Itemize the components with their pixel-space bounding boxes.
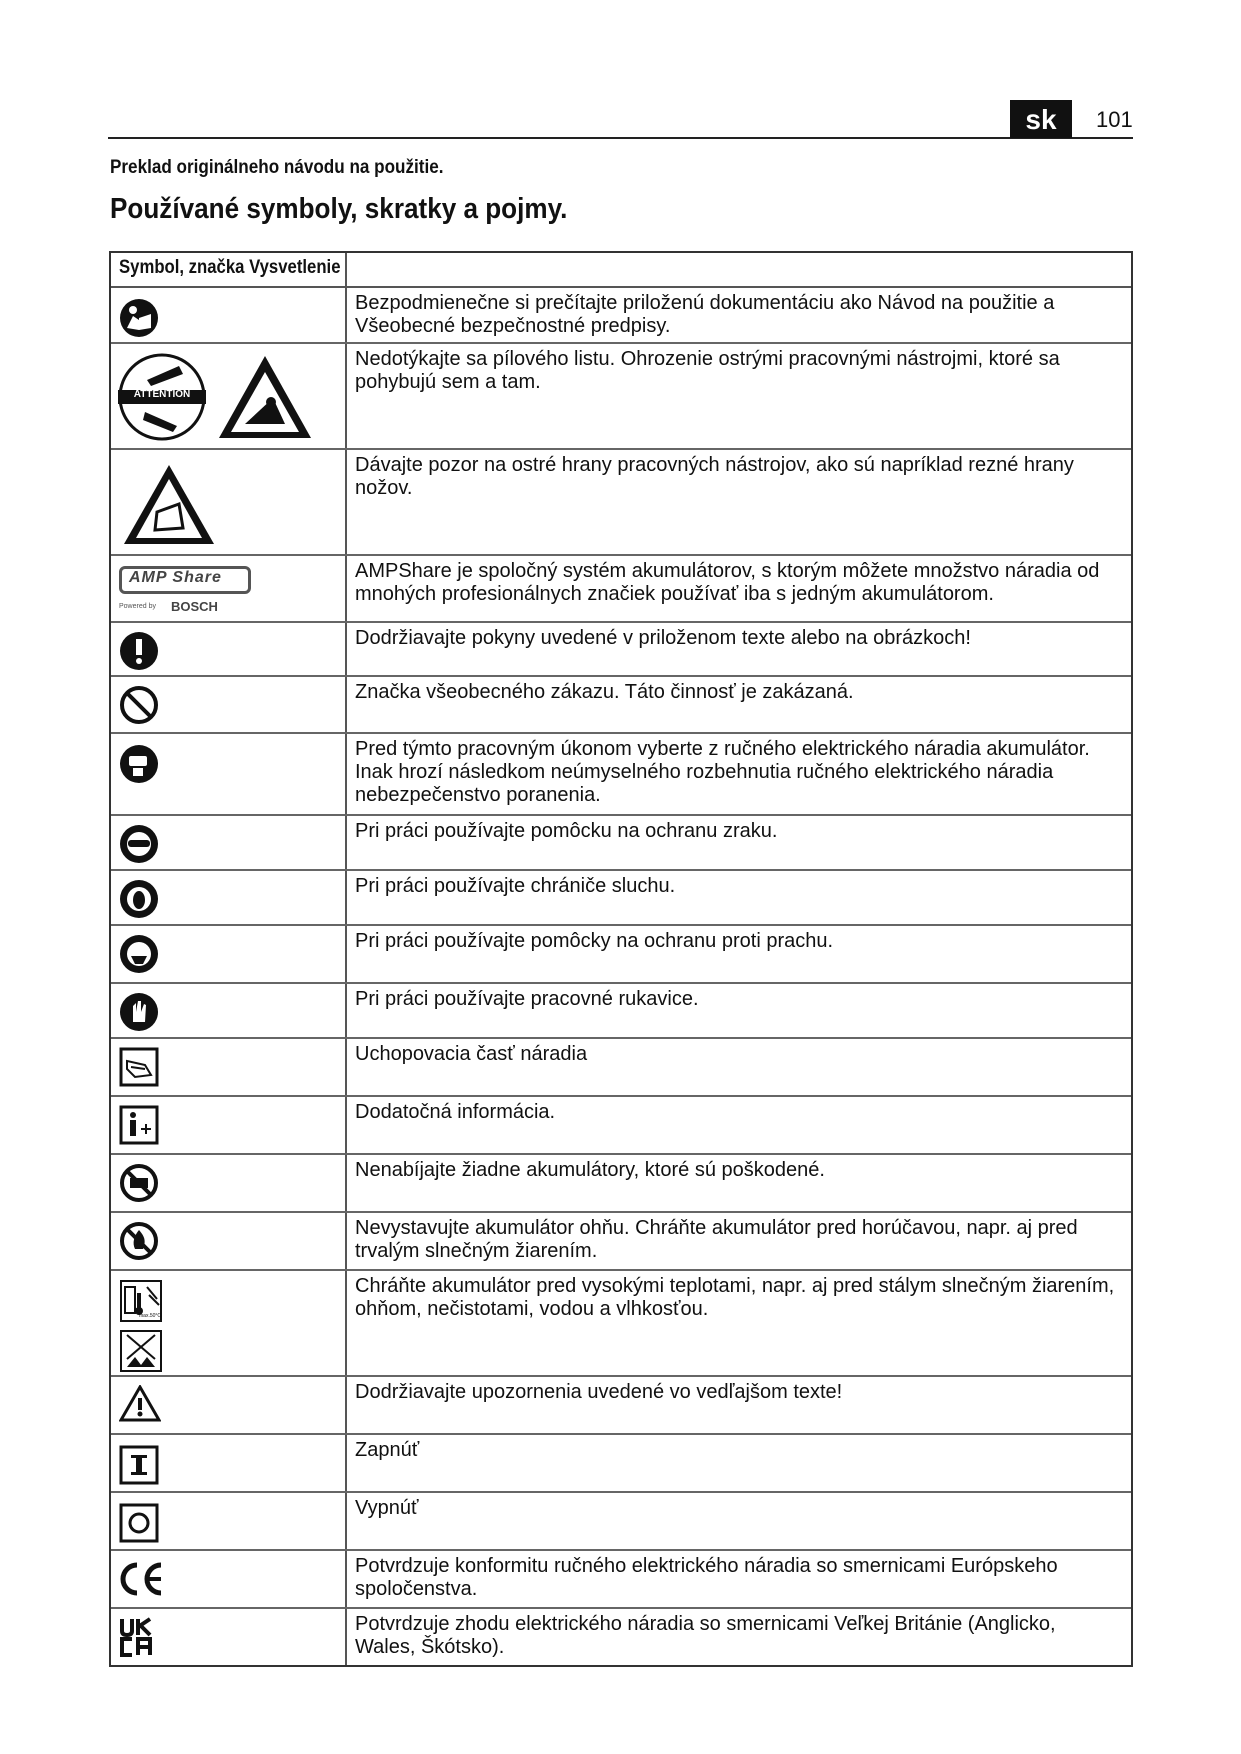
ampshare-powered-by: Powered by [119, 603, 156, 610]
language-badge: sk [1010, 100, 1072, 138]
info-icon [119, 1105, 159, 1145]
description: Nevystavujte akumulátor ohňu. Chráňte akumulátor pred horúčavou, napr. aj pred trvalým slnečným žiarením. [355, 1217, 1078, 1262]
table-row [111, 677, 1131, 734]
description: Chráňte akumulátor pred vysokými teplotami, napr. aj pred stálym slnečným žiarením, ohňom, nečistotami, vodou a vlhkosťou. [355, 1275, 1115, 1320]
page-number: 101 [1096, 107, 1133, 132]
table-row [111, 984, 1131, 1039]
bosch-logo-text: BOSCH [171, 599, 218, 614]
description: Dodržiavajte pokyny uvedené v priloženom texte alebo na obrázkoch! [355, 627, 971, 649]
description: Vypnúť [355, 1497, 419, 1519]
symbol-cell [111, 677, 345, 732]
attention-label: ATTENTION [133, 389, 191, 400]
symbol-cell [111, 926, 345, 982]
warning-triangle-icon [119, 1385, 161, 1423]
table-row [111, 1551, 1131, 1609]
table-row [111, 1493, 1131, 1551]
symbol-cell [111, 1609, 345, 1665]
table-row [111, 734, 1131, 816]
symbol-cell [111, 871, 345, 924]
symbol-cell [111, 1039, 345, 1095]
table-row [111, 926, 1131, 984]
ear-protection-icon [119, 879, 159, 919]
symbol-cell [111, 1435, 345, 1491]
symbol-cell [111, 734, 345, 814]
description: Pri práci používajte pomôcku na ochranu zraku. [355, 820, 778, 842]
description: Dávajte pozor na ostré hrany pracovných nástrojov, ako sú napríklad rezné hrany nožov. [355, 454, 1074, 499]
description: Bezpodmienečne si prečítajte priloženú dokumentáciu ako Návod na použitie a Všeobecné bezpečnostné predpisy. [355, 292, 1055, 337]
battery-environment-icon [119, 1329, 163, 1373]
symbols-table [109, 251, 1133, 1667]
symbol-cell [111, 344, 345, 448]
table-row [111, 556, 1131, 623]
table-row [111, 1155, 1131, 1213]
ukca-mark-icon [119, 1617, 155, 1657]
description: Potvrdzuje zhodu elektrického náradia so smernicami Veľkej Británie (Anglicko, Wales, Škótsko). [355, 1613, 1056, 1658]
symbol-cell [111, 984, 345, 1037]
remove-battery-icon [119, 744, 159, 784]
table-row [111, 344, 1131, 450]
symbol-cell [111, 1097, 345, 1153]
gloves-icon [119, 992, 159, 1032]
table-row [111, 1213, 1131, 1271]
symbol-cell [111, 1155, 345, 1211]
table-header [111, 253, 1131, 288]
no-charge-damaged-battery-icon [119, 1163, 159, 1203]
switch-off-icon [119, 1503, 159, 1543]
moving-blade-triangle-icon [215, 352, 315, 442]
no-fire-battery-icon [119, 1221, 159, 1261]
description: Pred týmto pracovným úkonom vyberte z ručného elektrického náradia akumulátor. Inak hrozí následkom neúmyselného rozbehnutia ručného elektrického náradia nebezpečenstvo poranenia. [355, 738, 1090, 806]
table-row [111, 1435, 1131, 1493]
symbol-cell [111, 450, 345, 554]
read-manual-icon [119, 298, 159, 338]
description: Pri práci používajte pracovné rukavice. [355, 988, 699, 1010]
sharp-edge-warning-icon [121, 462, 217, 548]
description: Pri práci používajte chrániče sluchu. [355, 875, 676, 897]
description: Pri práci používajte pomôcky na ochranu proti prachu. [355, 930, 834, 952]
description: Nenabíjajte žiadne akumulátory, ktoré sú poškodené. [355, 1159, 825, 1181]
description: Značka všeobecného zákazu. Táto činnosť je zakázaná. [355, 681, 854, 703]
symbol-cell [111, 1271, 345, 1375]
table-row [111, 623, 1131, 677]
table-row [111, 1609, 1131, 1665]
symbol-cell [111, 1377, 345, 1433]
table-row [111, 1039, 1131, 1097]
description: Uchopovacia časť náradia [355, 1043, 588, 1065]
description: Dodržiavajte upozornenia uvedené vo vedľajšom texte! [355, 1381, 843, 1403]
document-subtitle: Preklad originálneho návodu na použitie. [110, 157, 444, 178]
header-rule [108, 137, 1133, 139]
table-row [111, 816, 1131, 871]
table-row [111, 450, 1131, 556]
grip-surface-icon [119, 1047, 159, 1087]
symbol-cell [111, 556, 345, 621]
symbol-cell [111, 1551, 345, 1607]
table-row [111, 871, 1131, 926]
description: Potvrdzuje konformitu ručného elektrického náradia so smernicami Európskeho spoločenstva. [355, 1555, 1058, 1600]
prohibition-icon [119, 685, 159, 725]
table-row [111, 1097, 1131, 1155]
eye-protection-icon [119, 824, 159, 864]
page-title: Používané symboly, skratky a pojmy. [110, 193, 568, 225]
table-row [111, 288, 1131, 344]
switch-on-icon [119, 1445, 159, 1485]
description: Zapnúť [355, 1439, 420, 1461]
exclamation-icon [119, 631, 159, 671]
symbol-cell [111, 816, 345, 869]
symbol-cell [111, 288, 345, 342]
description: Dodatočná informácia. [355, 1101, 556, 1123]
symbol-cell [111, 1213, 345, 1269]
table-header-label: Symbol, značka Vysvetlenie [119, 257, 341, 278]
symbol-cell [111, 1493, 345, 1549]
ampshare-logo-text: AMP Share [129, 569, 222, 586]
symbol-cell [111, 623, 345, 675]
description: AMPShare je spoločný systém akumulátorov, s ktorým môžete množstvo náradia od mnohých profesionálnych značiek používať iba s jedným akumulátorom. [355, 560, 1100, 605]
ce-mark-icon [117, 1559, 167, 1599]
table-row [111, 1377, 1131, 1435]
temperature-label: max.50°C [139, 1313, 162, 1319]
description: Nedotýkajte sa pílového listu. Ohrozenie ostrými pracovnými nástrojmi, ktoré sa pohybujú sem a tam. [355, 348, 1060, 393]
dust-mask-icon [119, 934, 159, 974]
table-row [111, 1271, 1131, 1377]
